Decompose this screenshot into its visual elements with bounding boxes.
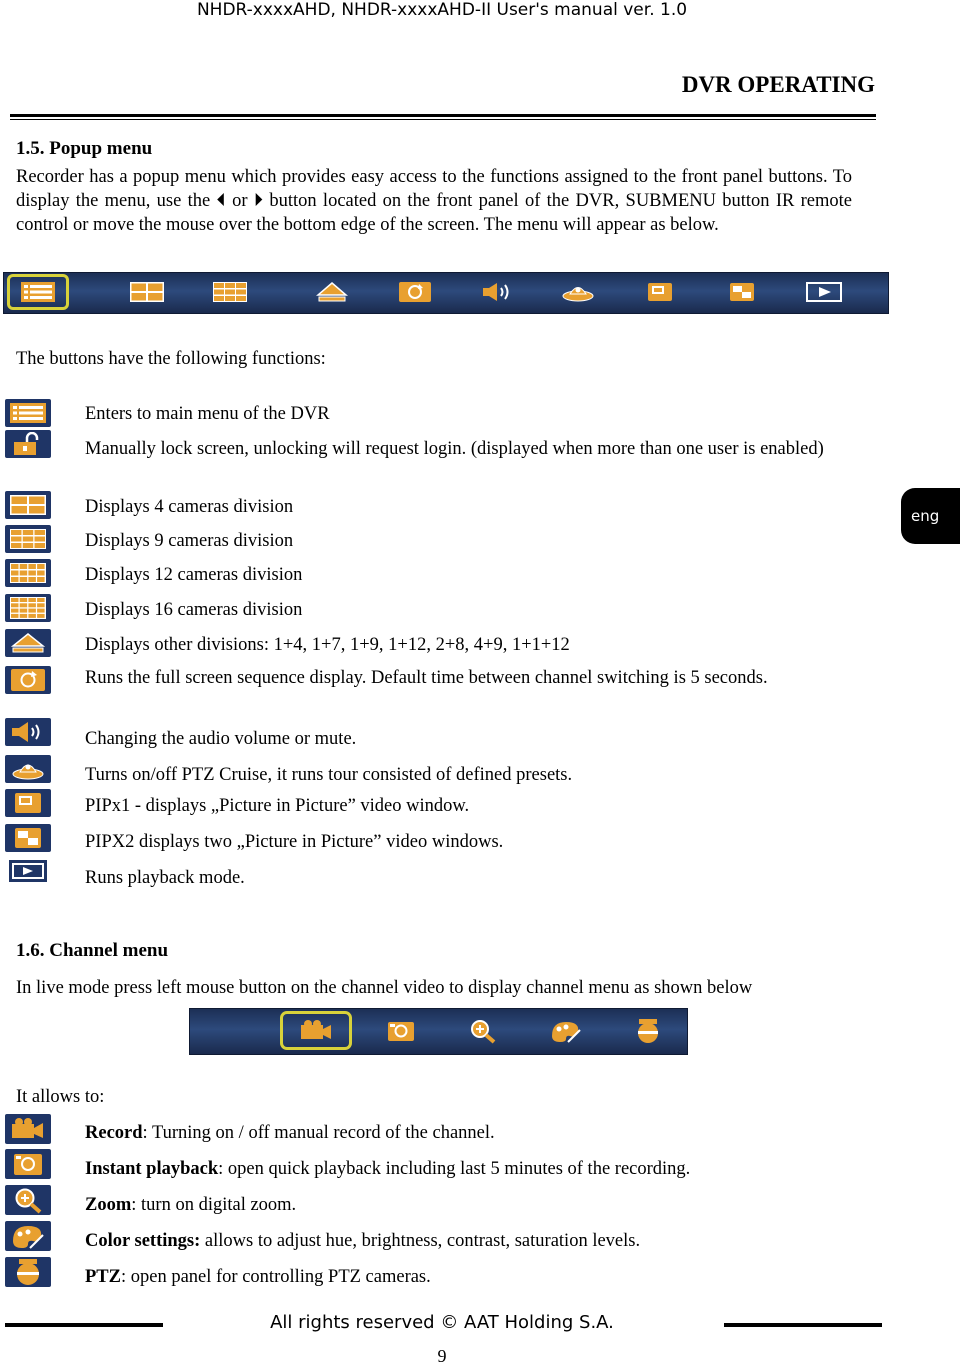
channel-function-label: Instant playback	[85, 1159, 219, 1179]
popup-intro-part2: button located on the front panel of the DVR, SUBMENU button IR remote control or move the mouse over the bottom edge of the screen. The menu will appear as below.	[16, 191, 853, 235]
function-text: Changing the audio volume or mute.	[85, 729, 357, 749]
menu-button-divisions	[304, 277, 360, 307]
menu-button-playback	[796, 277, 852, 307]
channel-function-text	[85, 1157, 851, 1181]
zoom-icon	[10, 1186, 46, 1214]
channel-menu-heading: 1.6. Channel menu	[16, 940, 169, 961]
grid-9-icon	[10, 529, 46, 549]
channel-function-text	[85, 1229, 851, 1253]
function-text: Displays 4 cameras division	[85, 497, 294, 517]
triangle-up-icon	[10, 632, 46, 654]
pip2-icon	[13, 826, 43, 850]
instant-playback-icon	[384, 1019, 418, 1043]
ptz-cruise-icon	[10, 756, 46, 782]
function-text: Runs playback mode.	[85, 868, 245, 888]
speaker-icon	[481, 281, 515, 303]
menu-button-sequence	[387, 277, 443, 307]
function-text: Displays 12 cameras division	[85, 565, 303, 585]
lock-icon	[10, 432, 46, 456]
record-camera-icon	[8, 1116, 48, 1142]
function-text: PIPx1 - displays „Picture in Picture” video window.	[85, 796, 470, 816]
grid-9-icon	[213, 282, 247, 302]
menu-button-grid4	[119, 277, 175, 307]
function-text: Manually lock screen, unlocking will request login. (displayed when more than one user is enabled)	[85, 439, 824, 459]
sequence-icon	[10, 668, 46, 692]
triangle-up-icon	[316, 281, 348, 303]
footer-rights: All rights reserved © AAT Holding S.A.	[270, 1312, 614, 1333]
sequence-icon	[398, 281, 432, 303]
playback-icon	[806, 282, 842, 302]
channel-function-label: PTZ	[85, 1267, 121, 1287]
popup-intro-paragraph	[16, 165, 852, 237]
function-text: Enters to main menu of the DVR	[85, 404, 330, 424]
functions-intro: The buttons have the following functions:	[16, 349, 326, 369]
menu-button-main	[10, 277, 66, 307]
record-camera-icon	[297, 1019, 335, 1043]
channel-intro: In live mode press left mouse button on the channel video to display channel menu as shown below	[16, 978, 753, 998]
list-icon	[21, 281, 55, 303]
next-arrow-icon: ⏵	[253, 191, 264, 211]
channel-function-text	[85, 1265, 851, 1289]
color-palette-icon	[9, 1222, 47, 1250]
channel-button-color	[533, 1014, 599, 1047]
function-text: Displays other divisions: 1+4, 1+7, 1+9, 1+12, 2+8, 4+9, 1+1+12	[85, 635, 570, 655]
popup-intro-part1: Recorder has a popup menu which provides easy access to the functions assigned to the front panel buttons. To display the menu, use the	[16, 167, 852, 211]
grid-16-icon	[10, 597, 46, 619]
function-text: Turns on/off PTZ Cruise, it runs tour consisted of defined presets.	[85, 765, 573, 785]
ptz-icon	[10, 1257, 46, 1287]
zoom-icon	[466, 1018, 500, 1044]
popup-menu-heading: 1.5. Popup menu	[16, 138, 153, 159]
pip1-icon	[646, 281, 674, 303]
grid-12-icon	[10, 563, 46, 583]
header-rule	[10, 114, 876, 120]
menu-button-pip2	[714, 277, 770, 307]
channel-function-text	[85, 1121, 851, 1145]
document-header: NHDR-xxxxAHD, NHDR-xxxxAHD-II User's manual ver. 1.0	[196, 0, 688, 20]
playback-icon	[8, 859, 48, 883]
channel-function-desc: : turn on digital zoom.	[131, 1195, 297, 1215]
grid-4-icon	[130, 282, 164, 302]
channel-function-desc: allows to adjust hue, brightness, contrast, saturation levels.	[200, 1231, 641, 1251]
language-tab: eng	[901, 488, 960, 544]
color-palette-icon	[548, 1018, 584, 1044]
pip2-icon	[728, 281, 756, 303]
pip1-icon	[13, 791, 43, 815]
channel-button-instant-playback	[368, 1014, 434, 1047]
channel-function-label: Zoom	[85, 1195, 132, 1215]
ptz-icon	[631, 1017, 665, 1045]
channel-function-text	[85, 1193, 851, 1217]
page-number: 9	[437, 1346, 447, 1366]
channel-button-zoom	[450, 1014, 516, 1047]
channel-menu-bar	[189, 1008, 688, 1055]
popup-menu-bar	[3, 272, 889, 314]
channel-function-desc: : Turning on / off manual record of the channel.	[142, 1123, 495, 1143]
channel-button-record	[283, 1014, 349, 1047]
function-text: PIPX2 displays two „Picture in Picture” video windows.	[85, 832, 504, 852]
channel-function-label: Color settings:	[85, 1231, 201, 1251]
function-text: Displays 16 cameras division	[85, 600, 303, 620]
popup-intro-or: or	[232, 191, 248, 211]
allows-label: It allows to:	[16, 1087, 105, 1107]
instant-playback-icon	[10, 1151, 46, 1177]
menu-button-pip1	[632, 277, 688, 307]
function-text: Runs the full screen sequence display. Default time between channel switching is 5 seconds.	[85, 668, 768, 688]
list-icon	[10, 403, 46, 423]
menu-button-grid9	[202, 277, 258, 307]
menu-button-audio	[470, 277, 526, 307]
function-text: Displays 9 cameras division	[85, 531, 294, 551]
channel-function-desc: : open panel for controlling PTZ cameras.	[120, 1267, 431, 1287]
prev-arrow-icon: ⏴	[216, 191, 226, 211]
menu-button-cruise	[550, 277, 606, 307]
ptz-cruise-icon	[561, 280, 595, 304]
channel-button-ptz	[615, 1014, 681, 1047]
channel-function-label: Record	[85, 1123, 143, 1143]
channel-function-desc: : open quick playback including last 5 minutes of the recording.	[218, 1159, 691, 1179]
grid-4-icon	[10, 495, 46, 515]
section-title: DVR OPERATING	[681, 72, 875, 97]
speaker-icon	[10, 720, 46, 744]
